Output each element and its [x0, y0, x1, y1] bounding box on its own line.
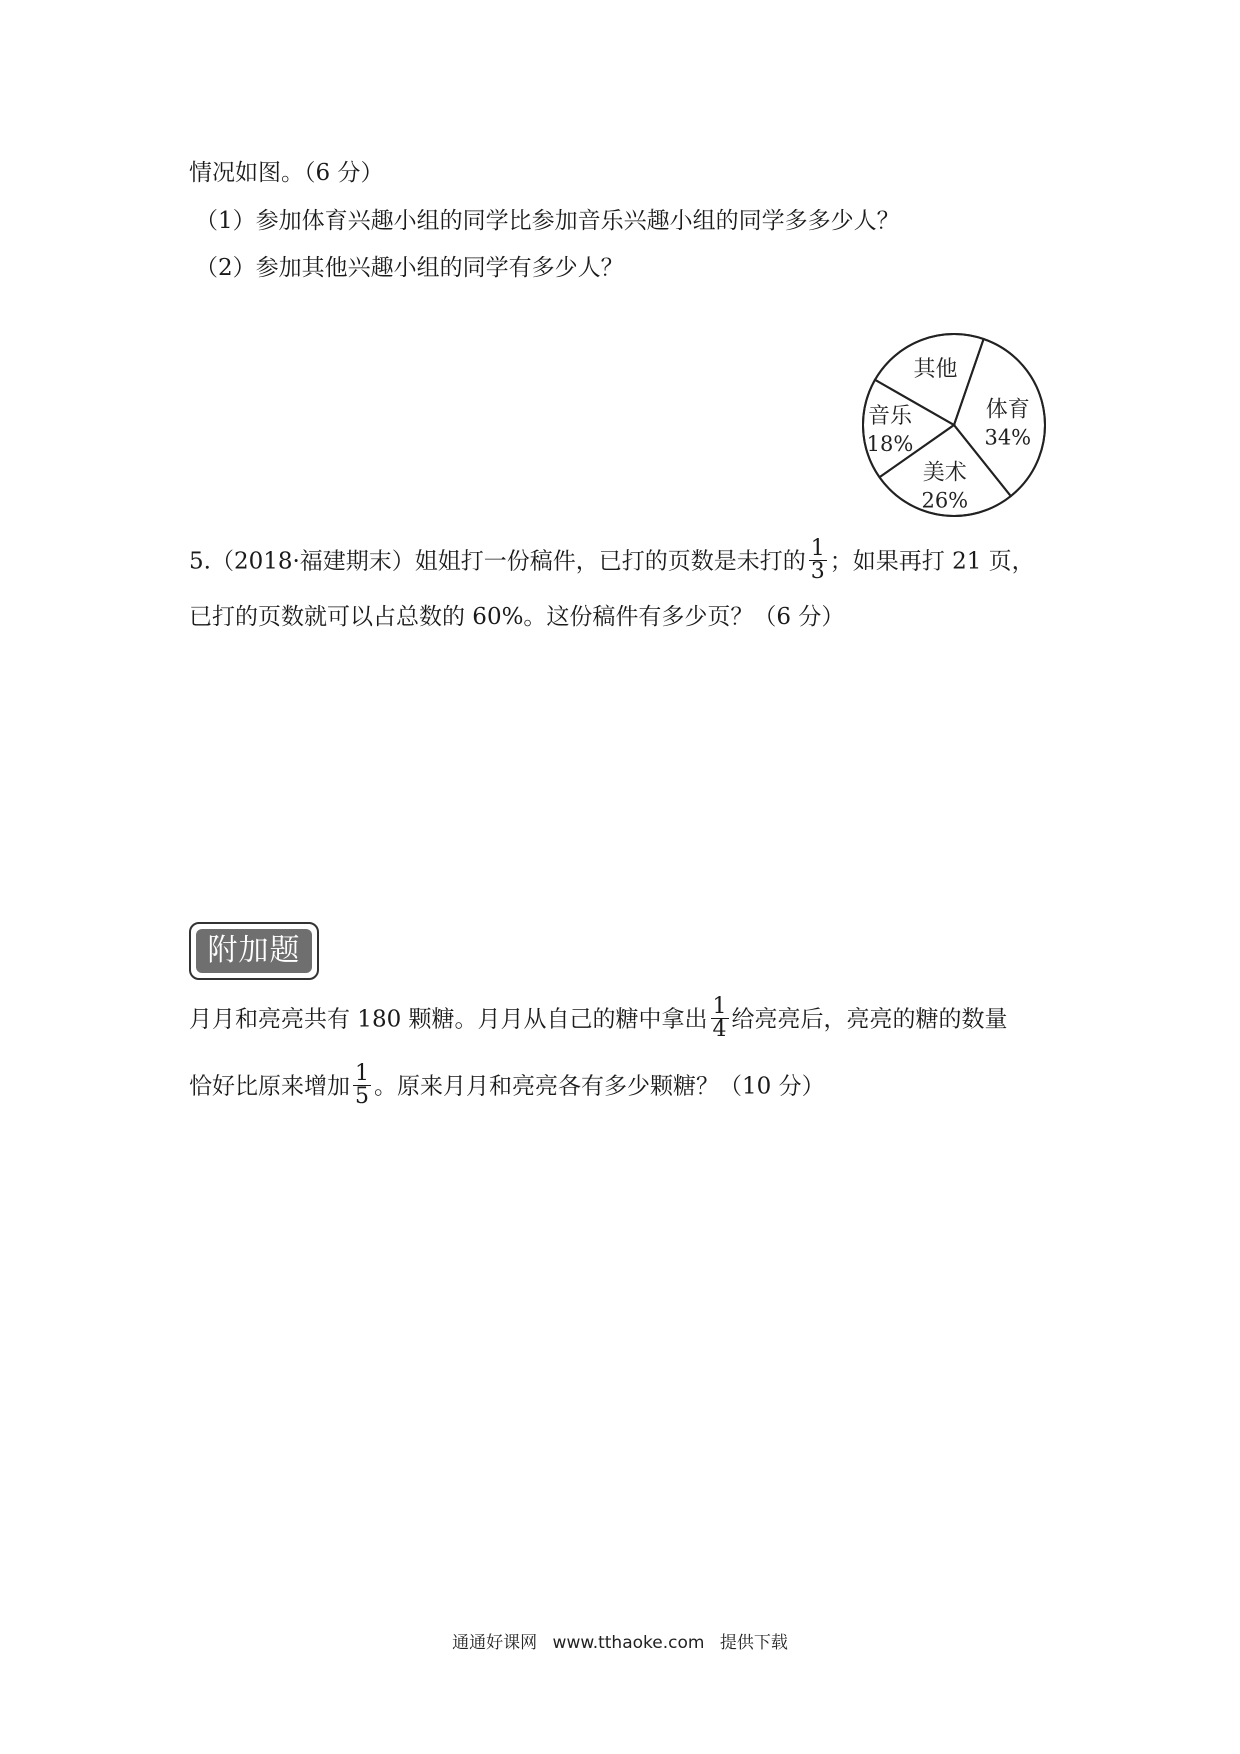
q5-fraction: [809, 538, 827, 583]
pie-slice-label-3: 其他: [913, 356, 958, 382]
bonus-text-before-fraction-2: 恰好比原来增加: [189, 1073, 350, 1100]
bonus-fraction-2-denominator: 5: [355, 1084, 369, 1109]
q5-fraction-numerator: 1: [810, 536, 825, 561]
footer-url[interactable]: www.tthaoke.com: [552, 1633, 705, 1653]
bonus-fraction-2: [353, 1063, 371, 1108]
bonus-text-after-fraction-2: 。原来月月和亮亮各有多少颗糖？（10 分）: [374, 1073, 825, 1100]
pie-slice-label-2: 音乐: [867, 404, 913, 430]
bonus-fraction-2-numerator: 1: [355, 1061, 369, 1086]
bonus-text-after-fraction-1: 给亮亮后，亮亮的糖的数量: [731, 1006, 1008, 1033]
q5-text-before-fraction: 5.（2018·福建期末）姐姐打一份稿件，已打的页数是未打的: [189, 548, 806, 575]
bonus-section-badge: [189, 922, 319, 980]
bonus-line-1: [189, 994, 1008, 1043]
footer-site-name: 通通好课网: [452, 1633, 538, 1653]
bonus-text-before-fraction-1: 月月和亮亮共有 180 颗糖。月月从自己的糖中拿出: [189, 1006, 708, 1033]
pie-slice-value-2: 18%: [866, 432, 914, 457]
interest-group-pie-chart: [845, 328, 1063, 523]
q4-sub-question-2: （2）参加其他兴趣小组的同学有多少人？: [195, 255, 624, 281]
pie-slice-value-0: 34%: [984, 425, 1032, 450]
q4-sub-question-1: （1）参加体育兴趣小组的同学比参加音乐兴趣小组的同学多多少人？: [195, 208, 900, 234]
q5-text-after-fraction: ；如果再打 21 页，: [829, 548, 1035, 575]
bonus-line-2: [189, 1061, 825, 1110]
footer-note: 提供下载: [719, 1633, 788, 1653]
q4-intro: 情况如图。（6 分）: [189, 160, 384, 186]
q5-line-1: [189, 536, 1035, 585]
bonus-section-title: 附加题: [196, 929, 312, 973]
page-footer: [0, 1628, 1240, 1653]
bonus-fraction-1-denominator: 4: [712, 1017, 727, 1042]
pie-slice-value-1: 26%: [921, 488, 969, 513]
pie-slice-label-0: 体育: [985, 397, 1030, 423]
bonus-fraction-1-numerator: 1: [712, 994, 727, 1019]
bonus-fraction-1: [711, 996, 729, 1041]
q5-fraction-denominator: 3: [810, 559, 825, 584]
pie-slice-label-1: 美术: [922, 460, 967, 486]
q5-line-2: 已打的页数就可以占总数的 60%。这份稿件有多少页？（6 分）: [189, 604, 845, 630]
